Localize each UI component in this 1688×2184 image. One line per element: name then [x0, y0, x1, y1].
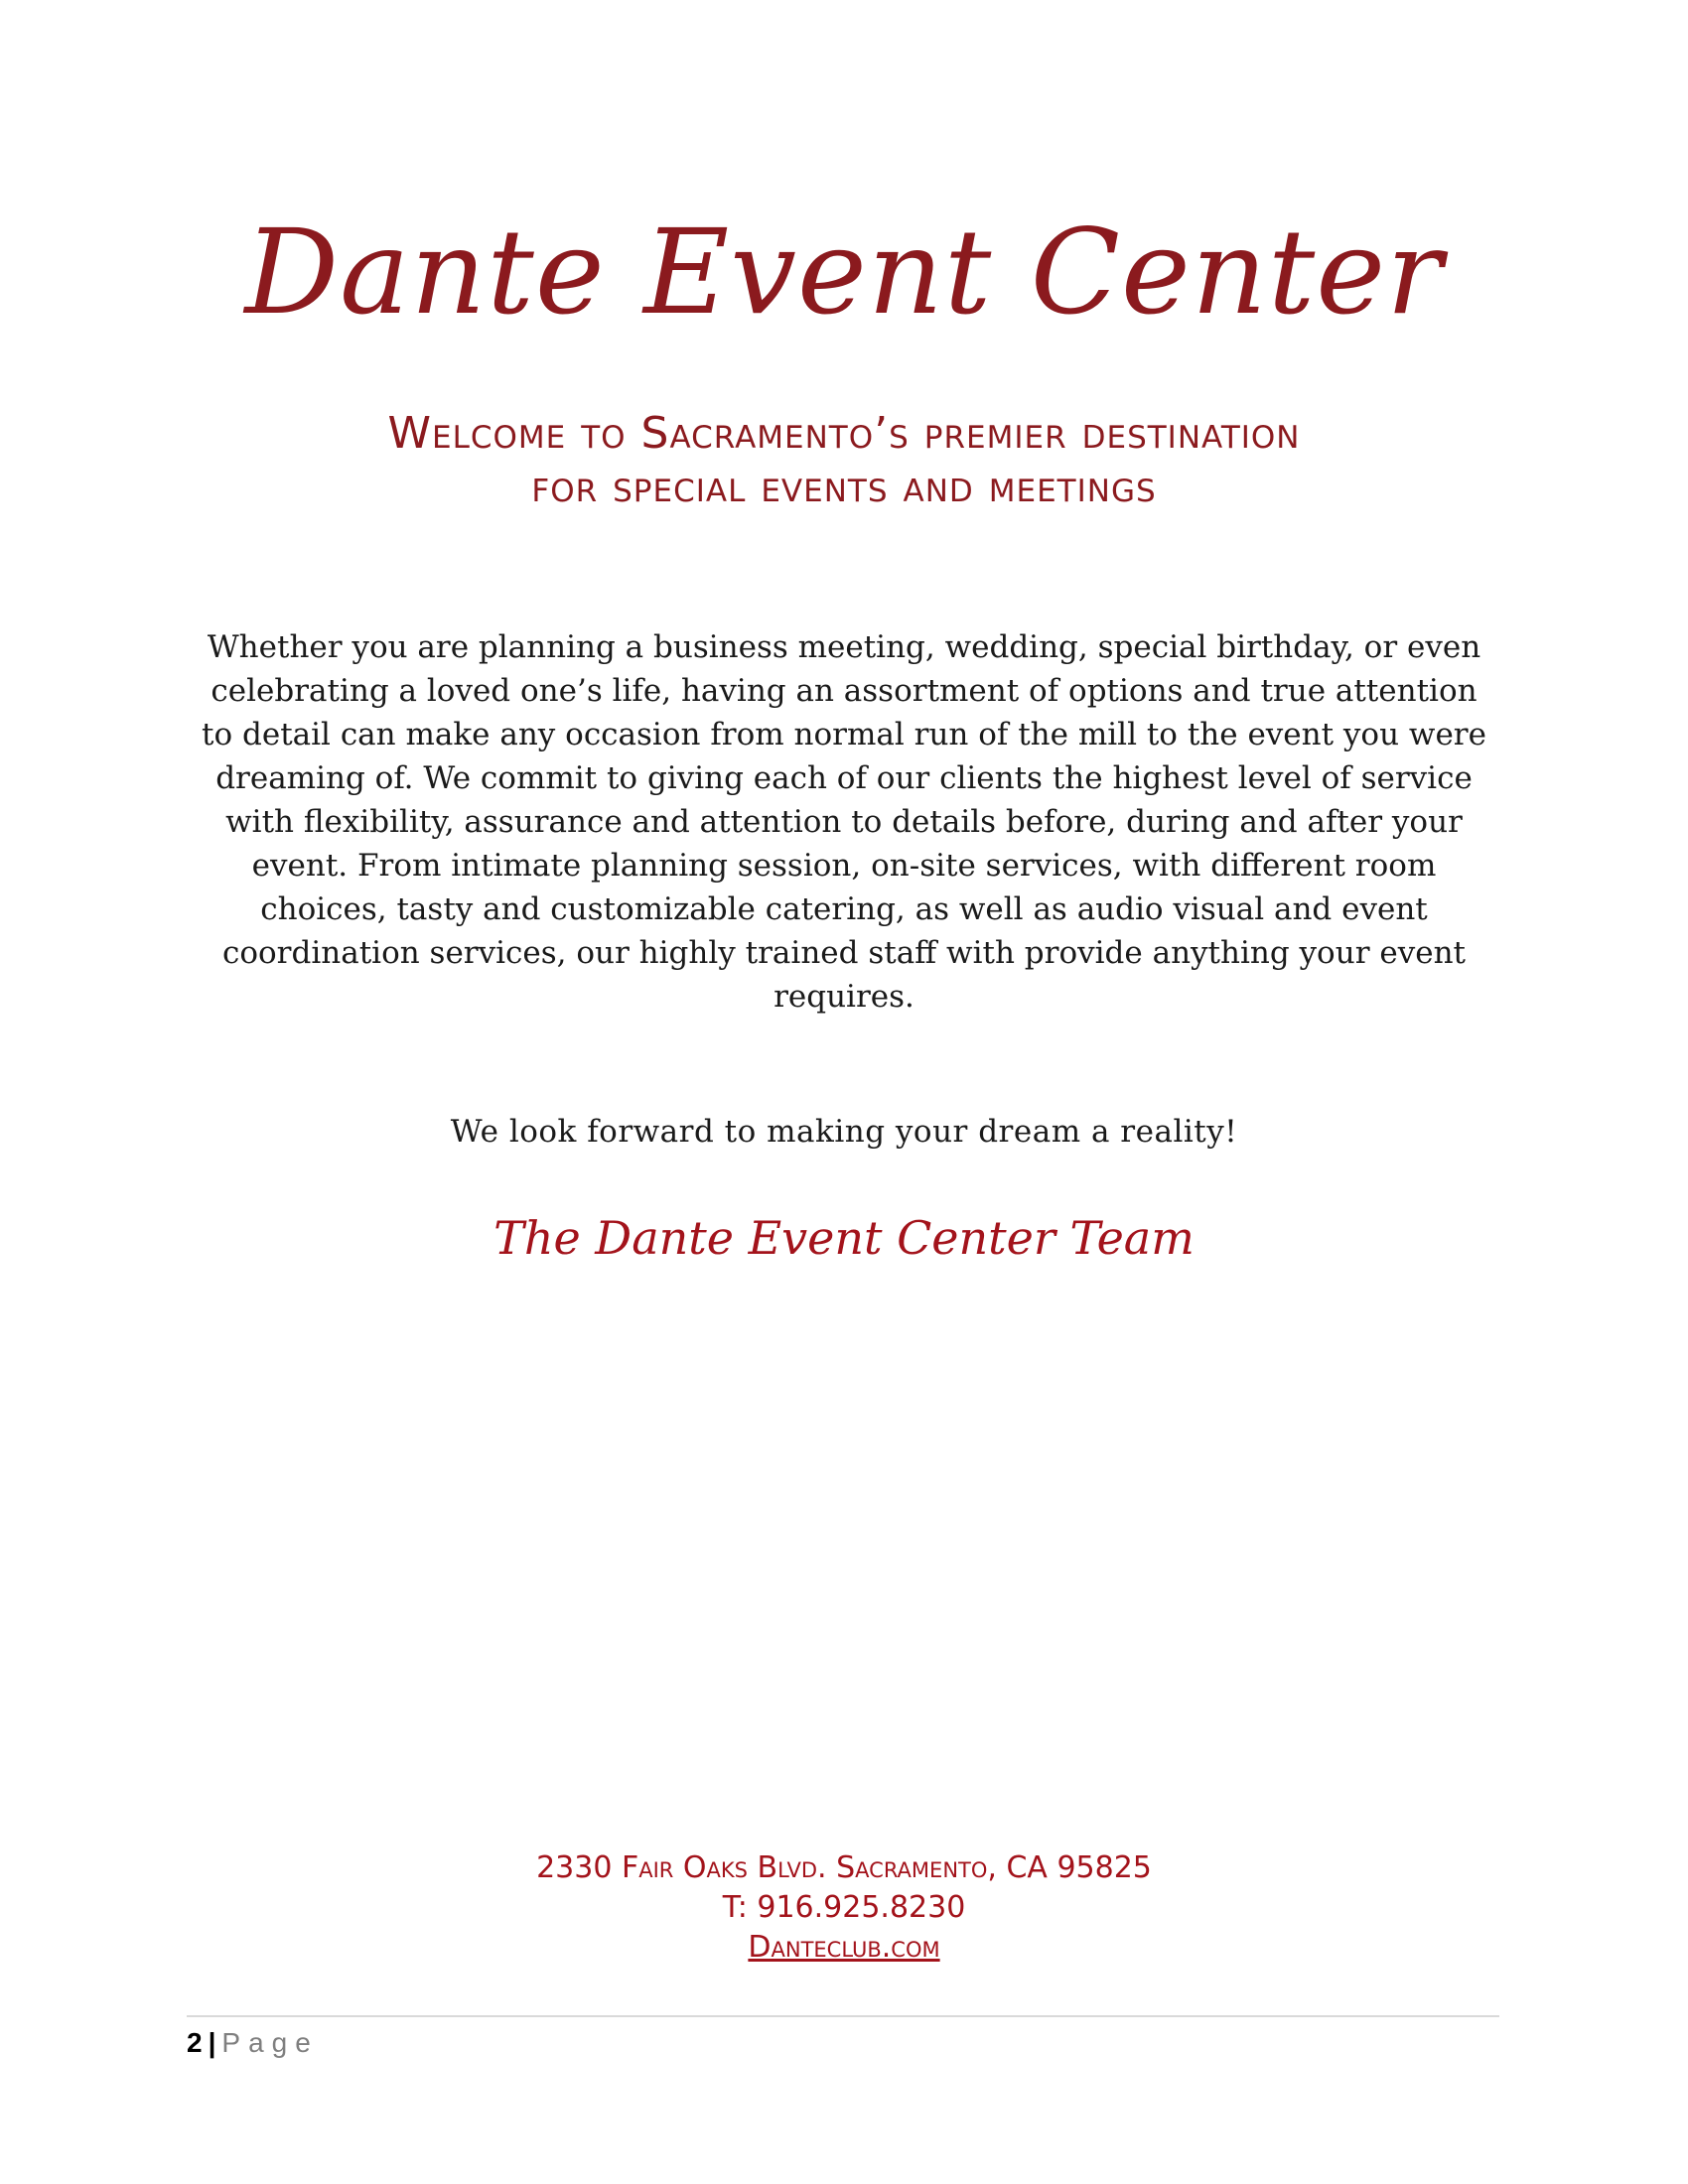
page-label: Page — [221, 2027, 319, 2058]
team-signature: The Dante Event Center Team — [493, 1211, 1195, 1265]
intro-paragraph: Whether you are planning a business meeting, wedding, special birthday, or even celebrating a loved one’s life, having an assortment of options and true attention to detail can make any occasion from normal run of the mill to the event you were dreaming of. We commit to giving each of our clients the highest level of service with flexibility, assurance and attention to details before, during and after your event. From intimate planning session, on-site services, with different room choices, tasty and customizable catering, as well as audio visual and event coordination services, our highly trained staff with provide anything your event requires. — [202, 629, 1486, 1015]
page-footer — [187, 2023, 319, 2063]
tagline-line-1: Welcome to Sacramento’s premier destination — [387, 408, 1301, 459]
footer-separator: | — [208, 2027, 216, 2058]
contact-block — [0, 1848, 1688, 1968]
brand-title: Dante Event Center — [244, 204, 1444, 341]
tagline-line-2: for special events and meetings — [531, 461, 1157, 512]
website-link[interactable]: Danteclub.com — [748, 1930, 940, 1965]
street-address: 2330 Fair Oaks Blvd. Sacramento, CA 95825 — [536, 1850, 1152, 1885]
footer-divider — [187, 2015, 1499, 2017]
closing-line: We look forward to making your dream a reality! — [450, 1114, 1238, 1150]
tagline — [179, 407, 1509, 513]
page-number: 2 — [187, 2027, 203, 2058]
phone-number: T: 916.925.8230 — [722, 1890, 966, 1925]
